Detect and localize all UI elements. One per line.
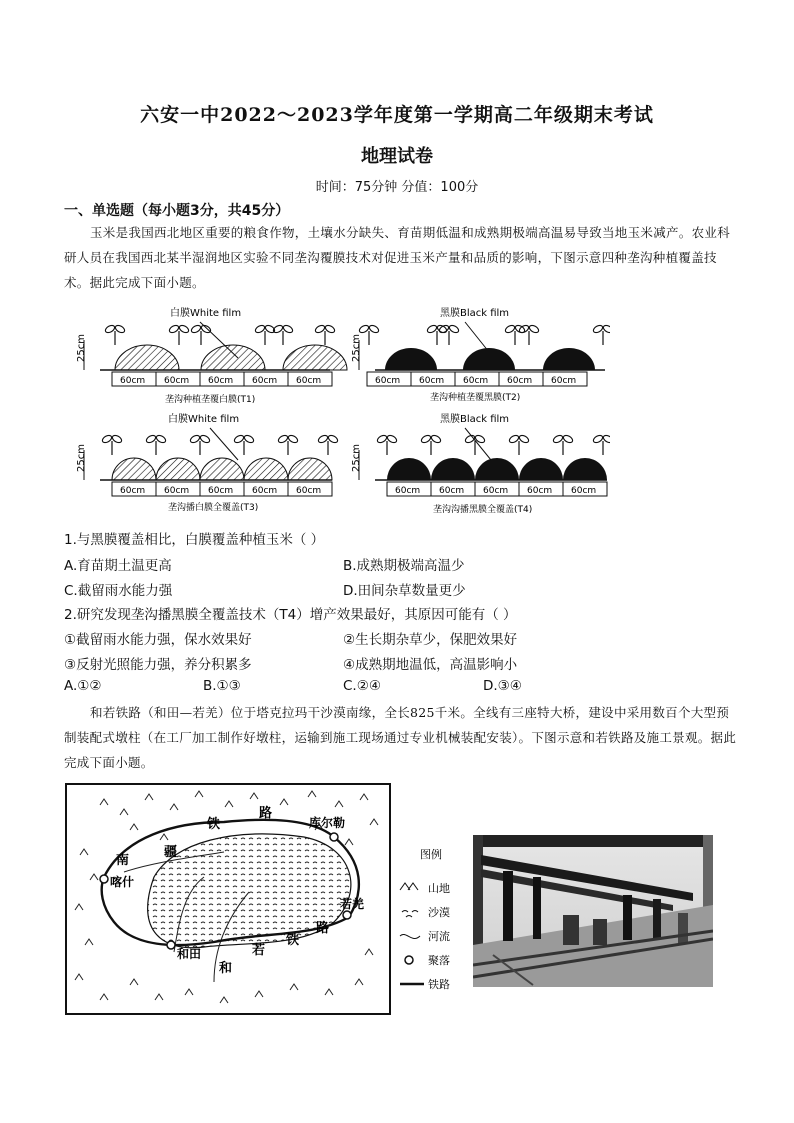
panel-t3 (76, 412, 339, 513)
svg-text:60cm: 60cm (120, 486, 146, 496)
legend-mountain-icon (400, 883, 418, 890)
q1-option-c: C.截留雨水能力强 (64, 583, 173, 599)
q1-option-a: A.育苗期土温更高 (64, 558, 172, 574)
settlement-kuerle (330, 833, 338, 841)
svg-text:60cm: 60cm (208, 376, 234, 386)
exam-meta: 时间：75分钟 分值：100分 (315, 180, 479, 195)
passage-1: 玉米是我国西北地区重要的粮食作物，土壤水分缺失、育苗期低温和成熟期极端高温易导致当地玉米减产。农业科研人员在我国西北某半湿润地区实验不同垄沟覆膜技术对促进玉米产量和品质的影响，下图示意四种垄沟种植覆盖技术。据此完成下面小题。 (64, 225, 731, 290)
hotan-ruoqiang-railway-map (64, 782, 394, 1017)
svg-text:60cm: 60cm (527, 486, 553, 496)
legend-title: 图例 (420, 848, 442, 861)
label-kashi: 喀什 (110, 875, 135, 889)
svg-text:铁: 铁 (207, 817, 221, 832)
svg-text:60cm: 60cm (571, 486, 597, 496)
settlement-kashi (100, 875, 108, 883)
legend-desert-icon (402, 911, 418, 918)
label-kuerle: 库尔勒 (309, 816, 346, 830)
svg-text:60cm: 60cm (483, 486, 509, 496)
svg-text:路: 路 (316, 921, 330, 936)
svg-text:南: 南 (116, 853, 130, 868)
svg-text:山地: 山地 (428, 882, 450, 895)
svg-text:路: 路 (259, 806, 273, 821)
svg-text:25cm: 25cm (76, 444, 87, 472)
svg-text:25cm: 25cm (351, 444, 362, 472)
svg-text:若: 若 (252, 943, 266, 958)
svg-text:黑膜Black film: 黑膜Black film (440, 414, 510, 425)
svg-text:60cm: 60cm (164, 376, 190, 386)
svg-text:60cm: 60cm (395, 486, 421, 496)
legend-settlement-icon (405, 956, 413, 964)
svg-text:60cm: 60cm (507, 376, 533, 386)
svg-text:铁: 铁 (286, 933, 300, 948)
svg-text:疆: 疆 (164, 845, 178, 860)
panel-t2 (351, 306, 610, 403)
label-hetian: 和田 (177, 947, 202, 961)
panel-caption: 垄沟种植垄覆白膜(T1) (165, 395, 256, 405)
svg-text:60cm: 60cm (252, 486, 278, 496)
question-2-stem: 2.研究发现垄沟播黑膜全覆盖技术（T4）增产效果最好，其原因可能有（ ） (64, 607, 517, 623)
svg-text:60cm: 60cm (439, 486, 465, 496)
exam-title: 六安一中2022～2023学年度第一学期高二年级期末考试 (140, 104, 654, 126)
svg-text:60cm: 60cm (296, 376, 322, 386)
film-label: 白膜White film (170, 308, 242, 319)
svg-text:60cm: 60cm (419, 376, 445, 386)
svg-text:铁路: 铁路 (428, 978, 450, 990)
svg-text:60cm: 60cm (164, 486, 190, 496)
svg-text:60cm: 60cm (120, 376, 146, 386)
passage-2: 和若铁路（和田—若羌）位于塔克拉玛干沙漠南缘，全长825千米。全线有三座特大桥，建设中采用数百个大型预制装配式墩柱（在工厂加工制作好墩柱，运输到施工现场通过专业机械装配安装）。下图示意和若铁路及施工景观。据此完成下面小题。 (64, 705, 737, 770)
q2-statement-1: ①截留雨水能力强，保水效果好 (64, 632, 252, 648)
legend-river-icon (400, 934, 420, 938)
ridge-furrow-figure (70, 300, 610, 520)
svg-text:60cm: 60cm (252, 376, 278, 386)
svg-text:60cm: 60cm (375, 376, 401, 386)
svg-text:和: 和 (219, 961, 233, 976)
svg-text:沙漠: 沙漠 (428, 906, 450, 919)
height-label: 25cm (76, 334, 87, 362)
q2-option-d: D.③④ (483, 678, 522, 694)
construction-photo (473, 835, 713, 987)
q1-option-d: D.田间杂草数量更少 (343, 583, 466, 599)
q2-statement-2: ②生长期杂草少，保肥效果好 (343, 632, 518, 648)
settlement-ruoqiang (343, 911, 351, 919)
svg-text:垄沟播白膜全覆盖(T3): 垄沟播白膜全覆盖(T3) (168, 503, 259, 513)
svg-text:60cm: 60cm (208, 486, 234, 496)
exam-subtitle: 地理试卷 (361, 146, 433, 167)
svg-text:60cm: 60cm (551, 376, 577, 386)
svg-text:60cm: 60cm (463, 376, 489, 386)
svg-text:白膜White film: 白膜White film (168, 414, 240, 425)
panel-t4 (351, 412, 610, 515)
svg-text:黑膜Black film: 黑膜Black film (440, 308, 510, 319)
panel-t1 (76, 306, 347, 405)
q2-statement-3: ③反射光照能力强，养分积累多 (64, 657, 252, 673)
section-heading: 一、单选题（每小题3分，共45分） (64, 203, 290, 219)
svg-text:25cm: 25cm (351, 334, 362, 362)
q1-option-b: B.成熟期极端高温少 (343, 558, 465, 574)
svg-text:垄沟沟播黑膜全覆盖(T4): 垄沟沟播黑膜全覆盖(T4) (433, 505, 533, 515)
svg-text:河流: 河流 (428, 930, 450, 943)
q2-option-a: A.①② (64, 678, 102, 694)
q2-option-b: B.①③ (203, 678, 241, 694)
q2-option-c: C.②④ (343, 678, 381, 694)
svg-text:聚落: 聚落 (428, 954, 450, 967)
question-1-stem: 1.与黑膜覆盖相比，白膜覆盖种植玉米（ ） (64, 532, 325, 548)
label-ruoqiang: 若羌 (340, 897, 365, 911)
svg-text:60cm: 60cm (296, 486, 322, 496)
settlement-hetian (167, 941, 175, 949)
q2-statement-4: ④成熟期地温低，高温影响小 (343, 657, 518, 673)
map-legend (398, 840, 473, 990)
svg-text:垄沟种植垄覆黑膜(T2): 垄沟种植垄覆黑膜(T2) (430, 393, 521, 403)
